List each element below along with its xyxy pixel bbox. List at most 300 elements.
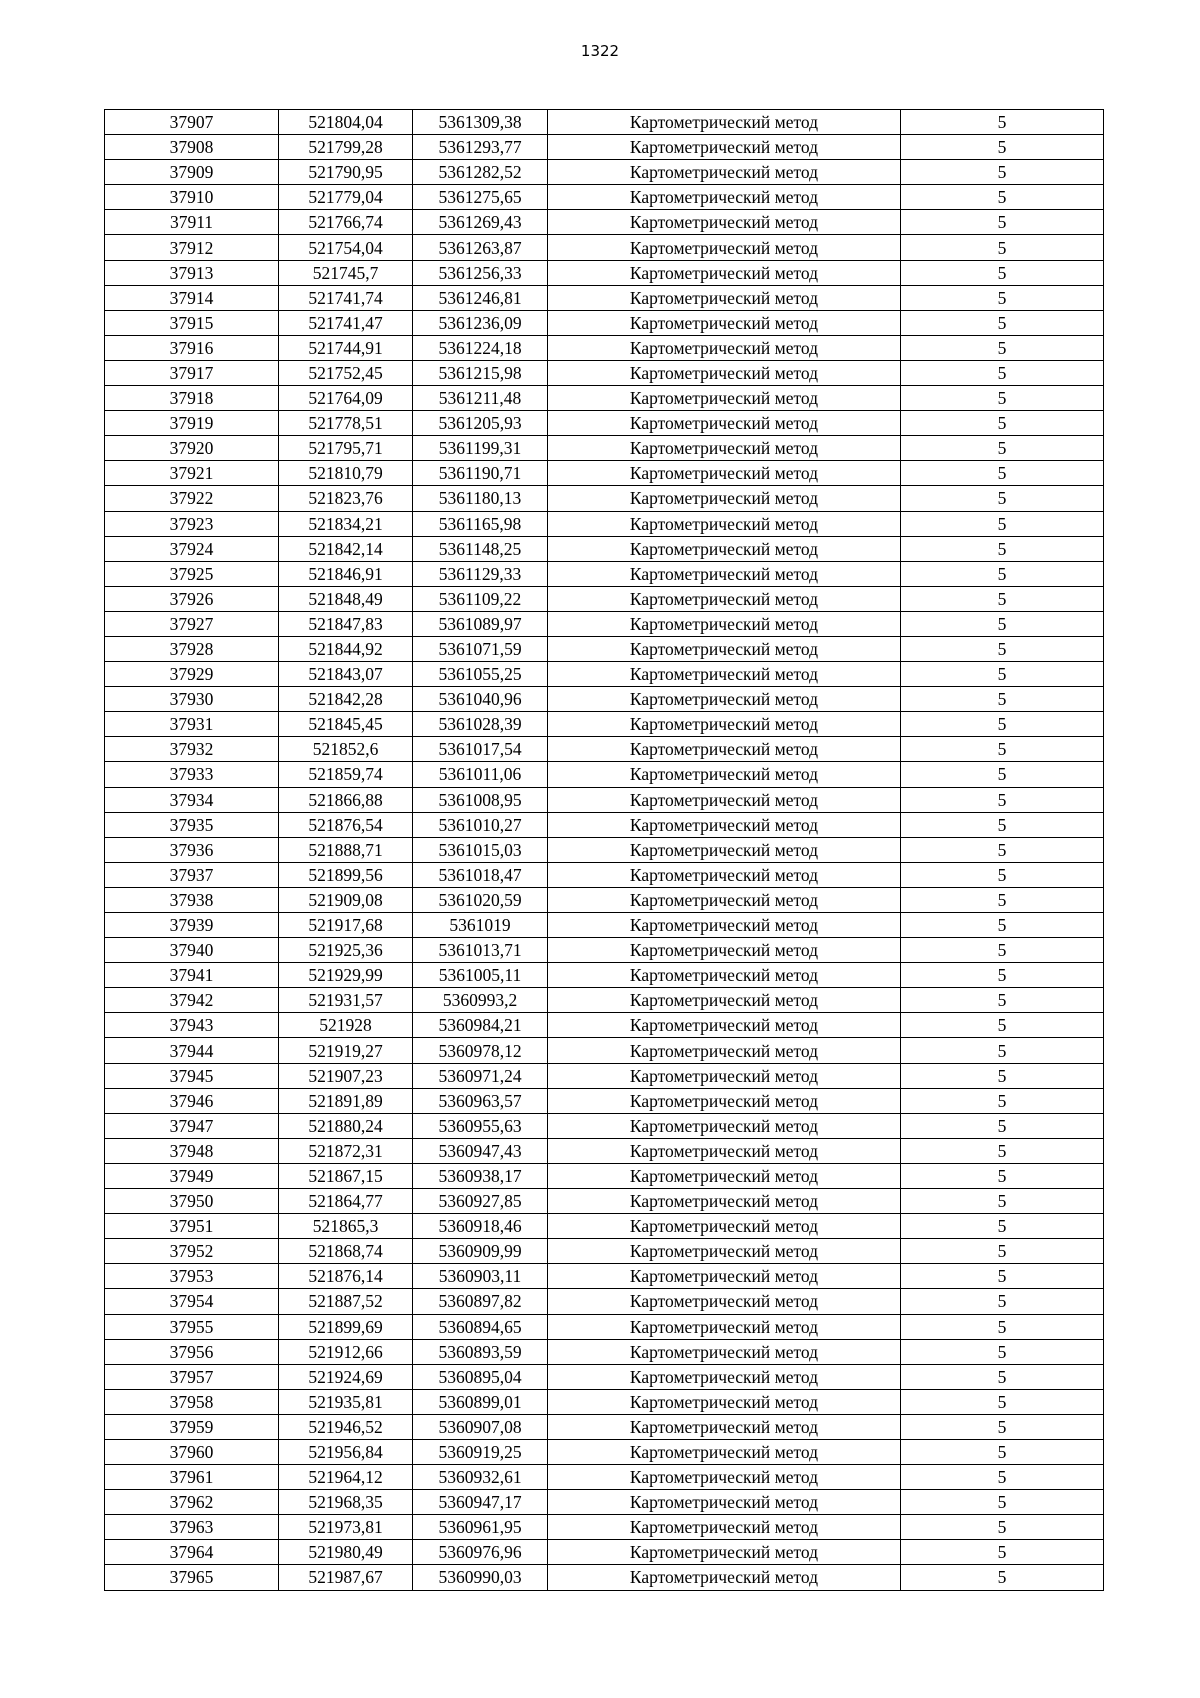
- table-row: [105, 135, 1104, 160]
- x-coordinate-cell: 521925,36: [279, 938, 413, 963]
- method-cell: Картометрический метод: [548, 536, 901, 561]
- table-row: [105, 611, 1104, 636]
- method-cell: Картометрический метод: [548, 662, 901, 687]
- y-coordinate-cell: 5361293,77: [413, 135, 548, 160]
- method-cell: Картометрический метод: [548, 1439, 901, 1464]
- table-row: [105, 586, 1104, 611]
- accuracy-cell: 5: [901, 737, 1104, 762]
- table-row: [105, 561, 1104, 586]
- method-cell: Картометрический метод: [548, 461, 901, 486]
- point-number-cell: 37946: [105, 1088, 279, 1113]
- table-row: [105, 1364, 1104, 1389]
- point-number-cell: 37921: [105, 461, 279, 486]
- y-coordinate-cell: 5361020,59: [413, 887, 548, 912]
- point-number-cell: 37926: [105, 586, 279, 611]
- method-cell: Картометрический метод: [548, 1389, 901, 1414]
- x-coordinate-cell: 521847,83: [279, 611, 413, 636]
- method-cell: Картометрический метод: [548, 486, 901, 511]
- table-row: [105, 160, 1104, 185]
- accuracy-cell: 5: [901, 386, 1104, 411]
- accuracy-cell: 5: [901, 812, 1104, 837]
- table-row: [105, 486, 1104, 511]
- method-cell: Картометрический метод: [548, 1239, 901, 1264]
- point-number-cell: 37928: [105, 636, 279, 661]
- accuracy-cell: 5: [901, 988, 1104, 1013]
- x-coordinate-cell: 521919,27: [279, 1038, 413, 1063]
- y-coordinate-cell: 5361275,65: [413, 185, 548, 210]
- table-row: [105, 511, 1104, 536]
- method-cell: Картометрический метод: [548, 1314, 901, 1339]
- accuracy-cell: 5: [901, 837, 1104, 862]
- accuracy-cell: 5: [901, 1013, 1104, 1038]
- y-coordinate-cell: 5360990,03: [413, 1565, 548, 1590]
- point-number-cell: 37963: [105, 1515, 279, 1540]
- table-row: [105, 887, 1104, 912]
- y-coordinate-cell: 5360897,82: [413, 1289, 548, 1314]
- method-cell: Картометрический метод: [548, 712, 901, 737]
- y-coordinate-cell: 5361011,06: [413, 762, 548, 787]
- method-cell: Картометрический метод: [548, 210, 901, 235]
- method-cell: Картометрический метод: [548, 887, 901, 912]
- method-cell: Картометрический метод: [548, 1339, 901, 1364]
- method-cell: Картометрический метод: [548, 1088, 901, 1113]
- x-coordinate-cell: 521887,52: [279, 1289, 413, 1314]
- x-coordinate-cell: 521741,74: [279, 285, 413, 310]
- accuracy-cell: 5: [901, 210, 1104, 235]
- x-coordinate-cell: 521752,45: [279, 360, 413, 385]
- method-cell: Картометрический метод: [548, 1113, 901, 1138]
- y-coordinate-cell: 5360918,46: [413, 1214, 548, 1239]
- point-number-cell: 37913: [105, 260, 279, 285]
- accuracy-cell: 5: [901, 938, 1104, 963]
- x-coordinate-cell: 521956,84: [279, 1439, 413, 1464]
- y-coordinate-cell: 5360963,57: [413, 1088, 548, 1113]
- point-number-cell: 37920: [105, 436, 279, 461]
- x-coordinate-cell: 521844,92: [279, 636, 413, 661]
- table-row: [105, 1339, 1104, 1364]
- y-coordinate-cell: 5361015,03: [413, 837, 548, 862]
- x-coordinate-cell: 521968,35: [279, 1490, 413, 1515]
- method-cell: Картометрический метод: [548, 436, 901, 461]
- y-coordinate-cell: 5360895,04: [413, 1364, 548, 1389]
- accuracy-cell: 5: [901, 110, 1104, 135]
- y-coordinate-cell: 5361148,25: [413, 536, 548, 561]
- accuracy-cell: 5: [901, 1113, 1104, 1138]
- y-coordinate-cell: 5361019: [413, 913, 548, 938]
- coordinates-table: [104, 109, 1104, 1591]
- method-cell: Картометрический метод: [548, 185, 901, 210]
- point-number-cell: 37952: [105, 1239, 279, 1264]
- method-cell: Картометрический метод: [548, 1264, 901, 1289]
- method-cell: Картометрический метод: [548, 1189, 901, 1214]
- point-number-cell: 37912: [105, 235, 279, 260]
- accuracy-cell: 5: [901, 185, 1104, 210]
- table-row: [105, 436, 1104, 461]
- method-cell: Картометрический метод: [548, 1364, 901, 1389]
- x-coordinate-cell: 521946,52: [279, 1414, 413, 1439]
- table-row: [105, 1465, 1104, 1490]
- y-coordinate-cell: 5361008,95: [413, 787, 548, 812]
- accuracy-cell: 5: [901, 1364, 1104, 1389]
- y-coordinate-cell: 5360899,01: [413, 1389, 548, 1414]
- method-cell: Картометрический метод: [548, 913, 901, 938]
- x-coordinate-cell: 521917,68: [279, 913, 413, 938]
- method-cell: Картометрический метод: [548, 411, 901, 436]
- method-cell: Картометрический метод: [548, 963, 901, 988]
- accuracy-cell: 5: [901, 1063, 1104, 1088]
- point-number-cell: 37943: [105, 1013, 279, 1038]
- method-cell: Картометрический метод: [548, 335, 901, 360]
- accuracy-cell: 5: [901, 1414, 1104, 1439]
- y-coordinate-cell: 5360909,99: [413, 1239, 548, 1264]
- accuracy-cell: 5: [901, 411, 1104, 436]
- accuracy-cell: 5: [901, 1038, 1104, 1063]
- table-row: [105, 837, 1104, 862]
- point-number-cell: 37929: [105, 662, 279, 687]
- table-row: [105, 812, 1104, 837]
- accuracy-cell: 5: [901, 1565, 1104, 1590]
- x-coordinate-cell: 521865,3: [279, 1214, 413, 1239]
- accuracy-cell: 5: [901, 436, 1104, 461]
- method-cell: Картометрический метод: [548, 1063, 901, 1088]
- x-coordinate-cell: 521741,47: [279, 310, 413, 335]
- accuracy-cell: 5: [901, 1515, 1104, 1540]
- x-coordinate-cell: 521823,76: [279, 486, 413, 511]
- method-cell: Картометрический метод: [548, 837, 901, 862]
- table-row: [105, 1088, 1104, 1113]
- y-coordinate-cell: 5360927,85: [413, 1189, 548, 1214]
- y-coordinate-cell: 5361224,18: [413, 335, 548, 360]
- method-cell: Картометрический метод: [548, 787, 901, 812]
- point-number-cell: 37949: [105, 1163, 279, 1188]
- method-cell: Картометрический метод: [548, 687, 901, 712]
- accuracy-cell: 5: [901, 662, 1104, 687]
- accuracy-cell: 5: [901, 887, 1104, 912]
- method-cell: Картометрический метод: [548, 135, 901, 160]
- x-coordinate-cell: 521909,08: [279, 887, 413, 912]
- table-row: [105, 110, 1104, 135]
- table-row: [105, 210, 1104, 235]
- table-row: [105, 260, 1104, 285]
- method-cell: Картометрический метод: [548, 511, 901, 536]
- method-cell: Картометрический метод: [548, 938, 901, 963]
- table-row: [105, 461, 1104, 486]
- y-coordinate-cell: 5361282,52: [413, 160, 548, 185]
- method-cell: Картометрический метод: [548, 260, 901, 285]
- y-coordinate-cell: 5361205,93: [413, 411, 548, 436]
- y-coordinate-cell: 5361215,98: [413, 360, 548, 385]
- table-row: [105, 787, 1104, 812]
- method-cell: Картометрический метод: [548, 1490, 901, 1515]
- point-number-cell: 37911: [105, 210, 279, 235]
- table-row: [105, 1189, 1104, 1214]
- y-coordinate-cell: 5361199,31: [413, 436, 548, 461]
- table-row: [105, 536, 1104, 561]
- method-cell: Картометрический метод: [548, 1289, 901, 1314]
- x-coordinate-cell: 521931,57: [279, 988, 413, 1013]
- point-number-cell: 37919: [105, 411, 279, 436]
- y-coordinate-cell: 5360978,12: [413, 1038, 548, 1063]
- point-number-cell: 37909: [105, 160, 279, 185]
- x-coordinate-cell: 521907,23: [279, 1063, 413, 1088]
- accuracy-cell: 5: [901, 636, 1104, 661]
- table-row: [105, 1163, 1104, 1188]
- accuracy-cell: 5: [901, 135, 1104, 160]
- x-coordinate-cell: 521868,74: [279, 1239, 413, 1264]
- table-row: [105, 386, 1104, 411]
- x-coordinate-cell: 521864,77: [279, 1189, 413, 1214]
- accuracy-cell: 5: [901, 1264, 1104, 1289]
- accuracy-cell: 5: [901, 160, 1104, 185]
- table-row: [105, 1013, 1104, 1038]
- point-number-cell: 37959: [105, 1414, 279, 1439]
- point-number-cell: 37922: [105, 486, 279, 511]
- point-number-cell: 37936: [105, 837, 279, 862]
- y-coordinate-cell: 5360984,21: [413, 1013, 548, 1038]
- x-coordinate-cell: 521872,31: [279, 1138, 413, 1163]
- point-number-cell: 37942: [105, 988, 279, 1013]
- accuracy-cell: 5: [901, 335, 1104, 360]
- table-row: [105, 687, 1104, 712]
- x-coordinate-cell: 521779,04: [279, 185, 413, 210]
- point-number-cell: 37931: [105, 712, 279, 737]
- method-cell: Картометрический метод: [548, 611, 901, 636]
- point-number-cell: 37965: [105, 1565, 279, 1590]
- y-coordinate-cell: 5360947,17: [413, 1490, 548, 1515]
- method-cell: Картометрический метод: [548, 1540, 901, 1565]
- point-number-cell: 37924: [105, 536, 279, 561]
- table-row: [105, 636, 1104, 661]
- point-number-cell: 37938: [105, 887, 279, 912]
- accuracy-cell: 5: [901, 913, 1104, 938]
- accuracy-cell: 5: [901, 1490, 1104, 1515]
- y-coordinate-cell: 5360919,25: [413, 1439, 548, 1464]
- accuracy-cell: 5: [901, 1189, 1104, 1214]
- table-row: [105, 1540, 1104, 1565]
- point-number-cell: 37918: [105, 386, 279, 411]
- point-number-cell: 37907: [105, 110, 279, 135]
- y-coordinate-cell: 5361013,71: [413, 938, 548, 963]
- point-number-cell: 37916: [105, 335, 279, 360]
- x-coordinate-cell: 521845,45: [279, 712, 413, 737]
- x-coordinate-cell: 521804,04: [279, 110, 413, 135]
- point-number-cell: 37934: [105, 787, 279, 812]
- y-coordinate-cell: 5361040,96: [413, 687, 548, 712]
- coordinates-table-body: [105, 110, 1104, 1591]
- x-coordinate-cell: 521790,95: [279, 160, 413, 185]
- table-row: [105, 1389, 1104, 1414]
- point-number-cell: 37950: [105, 1189, 279, 1214]
- x-coordinate-cell: 521899,69: [279, 1314, 413, 1339]
- point-number-cell: 37945: [105, 1063, 279, 1088]
- accuracy-cell: 5: [901, 611, 1104, 636]
- x-coordinate-cell: 521867,15: [279, 1163, 413, 1188]
- table-row: [105, 360, 1104, 385]
- accuracy-cell: 5: [901, 787, 1104, 812]
- table-row: [105, 1490, 1104, 1515]
- point-number-cell: 37953: [105, 1264, 279, 1289]
- table-row: [105, 411, 1104, 436]
- x-coordinate-cell: 521834,21: [279, 511, 413, 536]
- accuracy-cell: 5: [901, 511, 1104, 536]
- x-coordinate-cell: 521987,67: [279, 1565, 413, 1590]
- point-number-cell: 37932: [105, 737, 279, 762]
- accuracy-cell: 5: [901, 1088, 1104, 1113]
- point-number-cell: 37960: [105, 1439, 279, 1464]
- table-row: [105, 310, 1104, 335]
- point-number-cell: 37939: [105, 913, 279, 938]
- table-row: [105, 1063, 1104, 1088]
- table-row: [105, 235, 1104, 260]
- point-number-cell: 37925: [105, 561, 279, 586]
- y-coordinate-cell: 5361256,33: [413, 260, 548, 285]
- y-coordinate-cell: 5361028,39: [413, 712, 548, 737]
- y-coordinate-cell: 5360894,65: [413, 1314, 548, 1339]
- y-coordinate-cell: 5361017,54: [413, 737, 548, 762]
- x-coordinate-cell: 521795,71: [279, 436, 413, 461]
- x-coordinate-cell: 521980,49: [279, 1540, 413, 1565]
- x-coordinate-cell: 521912,66: [279, 1339, 413, 1364]
- x-coordinate-cell: 521880,24: [279, 1113, 413, 1138]
- accuracy-cell: 5: [901, 687, 1104, 712]
- table-row: [105, 662, 1104, 687]
- x-coordinate-cell: 521764,09: [279, 386, 413, 411]
- point-number-cell: 37955: [105, 1314, 279, 1339]
- accuracy-cell: 5: [901, 1389, 1104, 1414]
- x-coordinate-cell: 521935,81: [279, 1389, 413, 1414]
- x-coordinate-cell: 521778,51: [279, 411, 413, 436]
- method-cell: Картометрический метод: [548, 1038, 901, 1063]
- method-cell: Картометрический метод: [548, 310, 901, 335]
- table-row: [105, 285, 1104, 310]
- point-number-cell: 37964: [105, 1540, 279, 1565]
- point-number-cell: 37908: [105, 135, 279, 160]
- point-number-cell: 37956: [105, 1339, 279, 1364]
- point-number-cell: 37910: [105, 185, 279, 210]
- table-row: [105, 1239, 1104, 1264]
- accuracy-cell: 5: [901, 1289, 1104, 1314]
- y-coordinate-cell: 5361211,48: [413, 386, 548, 411]
- table-row: [105, 712, 1104, 737]
- table-row: [105, 862, 1104, 887]
- point-number-cell: 37951: [105, 1214, 279, 1239]
- method-cell: Картометрический метод: [548, 762, 901, 787]
- table-row: [105, 1138, 1104, 1163]
- x-coordinate-cell: 521810,79: [279, 461, 413, 486]
- x-coordinate-cell: 521929,99: [279, 963, 413, 988]
- y-coordinate-cell: 5361165,98: [413, 511, 548, 536]
- accuracy-cell: 5: [901, 1239, 1104, 1264]
- method-cell: Картометрический метод: [548, 1565, 901, 1590]
- y-coordinate-cell: 5361129,33: [413, 561, 548, 586]
- point-number-cell: 37947: [105, 1113, 279, 1138]
- method-cell: Картометрический метод: [548, 1414, 901, 1439]
- x-coordinate-cell: 521964,12: [279, 1465, 413, 1490]
- method-cell: Картометрический метод: [548, 1214, 901, 1239]
- point-number-cell: 37948: [105, 1138, 279, 1163]
- x-coordinate-cell: 521899,56: [279, 862, 413, 887]
- y-coordinate-cell: 5361309,38: [413, 110, 548, 135]
- accuracy-cell: 5: [901, 963, 1104, 988]
- method-cell: Картометрический метод: [548, 110, 901, 135]
- table-row: [105, 988, 1104, 1013]
- table-row: [105, 913, 1104, 938]
- accuracy-cell: 5: [901, 1439, 1104, 1464]
- y-coordinate-cell: 5361071,59: [413, 636, 548, 661]
- point-number-cell: 37958: [105, 1389, 279, 1414]
- point-number-cell: 37940: [105, 938, 279, 963]
- method-cell: Картометрический метод: [548, 386, 901, 411]
- method-cell: Картометрический метод: [548, 561, 901, 586]
- method-cell: Картометрический метод: [548, 812, 901, 837]
- point-number-cell: 37962: [105, 1490, 279, 1515]
- point-number-cell: 37944: [105, 1038, 279, 1063]
- y-coordinate-cell: 5360976,96: [413, 1540, 548, 1565]
- point-number-cell: 37914: [105, 285, 279, 310]
- point-number-cell: 37935: [105, 812, 279, 837]
- table-row: [105, 1515, 1104, 1540]
- y-coordinate-cell: 5361263,87: [413, 235, 548, 260]
- y-coordinate-cell: 5360955,63: [413, 1113, 548, 1138]
- x-coordinate-cell: 521843,07: [279, 662, 413, 687]
- accuracy-cell: 5: [901, 1465, 1104, 1490]
- x-coordinate-cell: 521842,14: [279, 536, 413, 561]
- point-number-cell: 37930: [105, 687, 279, 712]
- accuracy-cell: 5: [901, 536, 1104, 561]
- method-cell: Картометрический метод: [548, 1013, 901, 1038]
- accuracy-cell: 5: [901, 862, 1104, 887]
- accuracy-cell: 5: [901, 1540, 1104, 1565]
- method-cell: Картометрический метод: [548, 235, 901, 260]
- table-row: [105, 1314, 1104, 1339]
- accuracy-cell: 5: [901, 260, 1104, 285]
- y-coordinate-cell: 5360947,43: [413, 1138, 548, 1163]
- x-coordinate-cell: 521799,28: [279, 135, 413, 160]
- method-cell: Картометрический метод: [548, 1515, 901, 1540]
- method-cell: Картометрический метод: [548, 1138, 901, 1163]
- y-coordinate-cell: 5361005,11: [413, 963, 548, 988]
- method-cell: Картометрический метод: [548, 737, 901, 762]
- table-row: [105, 1565, 1104, 1590]
- x-coordinate-cell: 521859,74: [279, 762, 413, 787]
- method-cell: Картометрический метод: [548, 586, 901, 611]
- point-number-cell: 37961: [105, 1465, 279, 1490]
- accuracy-cell: 5: [901, 310, 1104, 335]
- point-number-cell: 37954: [105, 1289, 279, 1314]
- method-cell: Картометрический метод: [548, 160, 901, 185]
- table-row: [105, 963, 1104, 988]
- x-coordinate-cell: 521866,88: [279, 787, 413, 812]
- x-coordinate-cell: 521876,54: [279, 812, 413, 837]
- y-coordinate-cell: 5360961,95: [413, 1515, 548, 1540]
- accuracy-cell: 5: [901, 1138, 1104, 1163]
- y-coordinate-cell: 5360938,17: [413, 1163, 548, 1188]
- y-coordinate-cell: 5361055,25: [413, 662, 548, 687]
- table-row: [105, 1214, 1104, 1239]
- table-row: [105, 1414, 1104, 1439]
- point-number-cell: 37933: [105, 762, 279, 787]
- point-number-cell: 37937: [105, 862, 279, 887]
- y-coordinate-cell: 5361236,09: [413, 310, 548, 335]
- x-coordinate-cell: 521876,14: [279, 1264, 413, 1289]
- accuracy-cell: 5: [901, 586, 1104, 611]
- accuracy-cell: 5: [901, 235, 1104, 260]
- accuracy-cell: 5: [901, 561, 1104, 586]
- accuracy-cell: 5: [901, 461, 1104, 486]
- table-row: [105, 1264, 1104, 1289]
- y-coordinate-cell: 5360893,59: [413, 1339, 548, 1364]
- x-coordinate-cell: 521745,7: [279, 260, 413, 285]
